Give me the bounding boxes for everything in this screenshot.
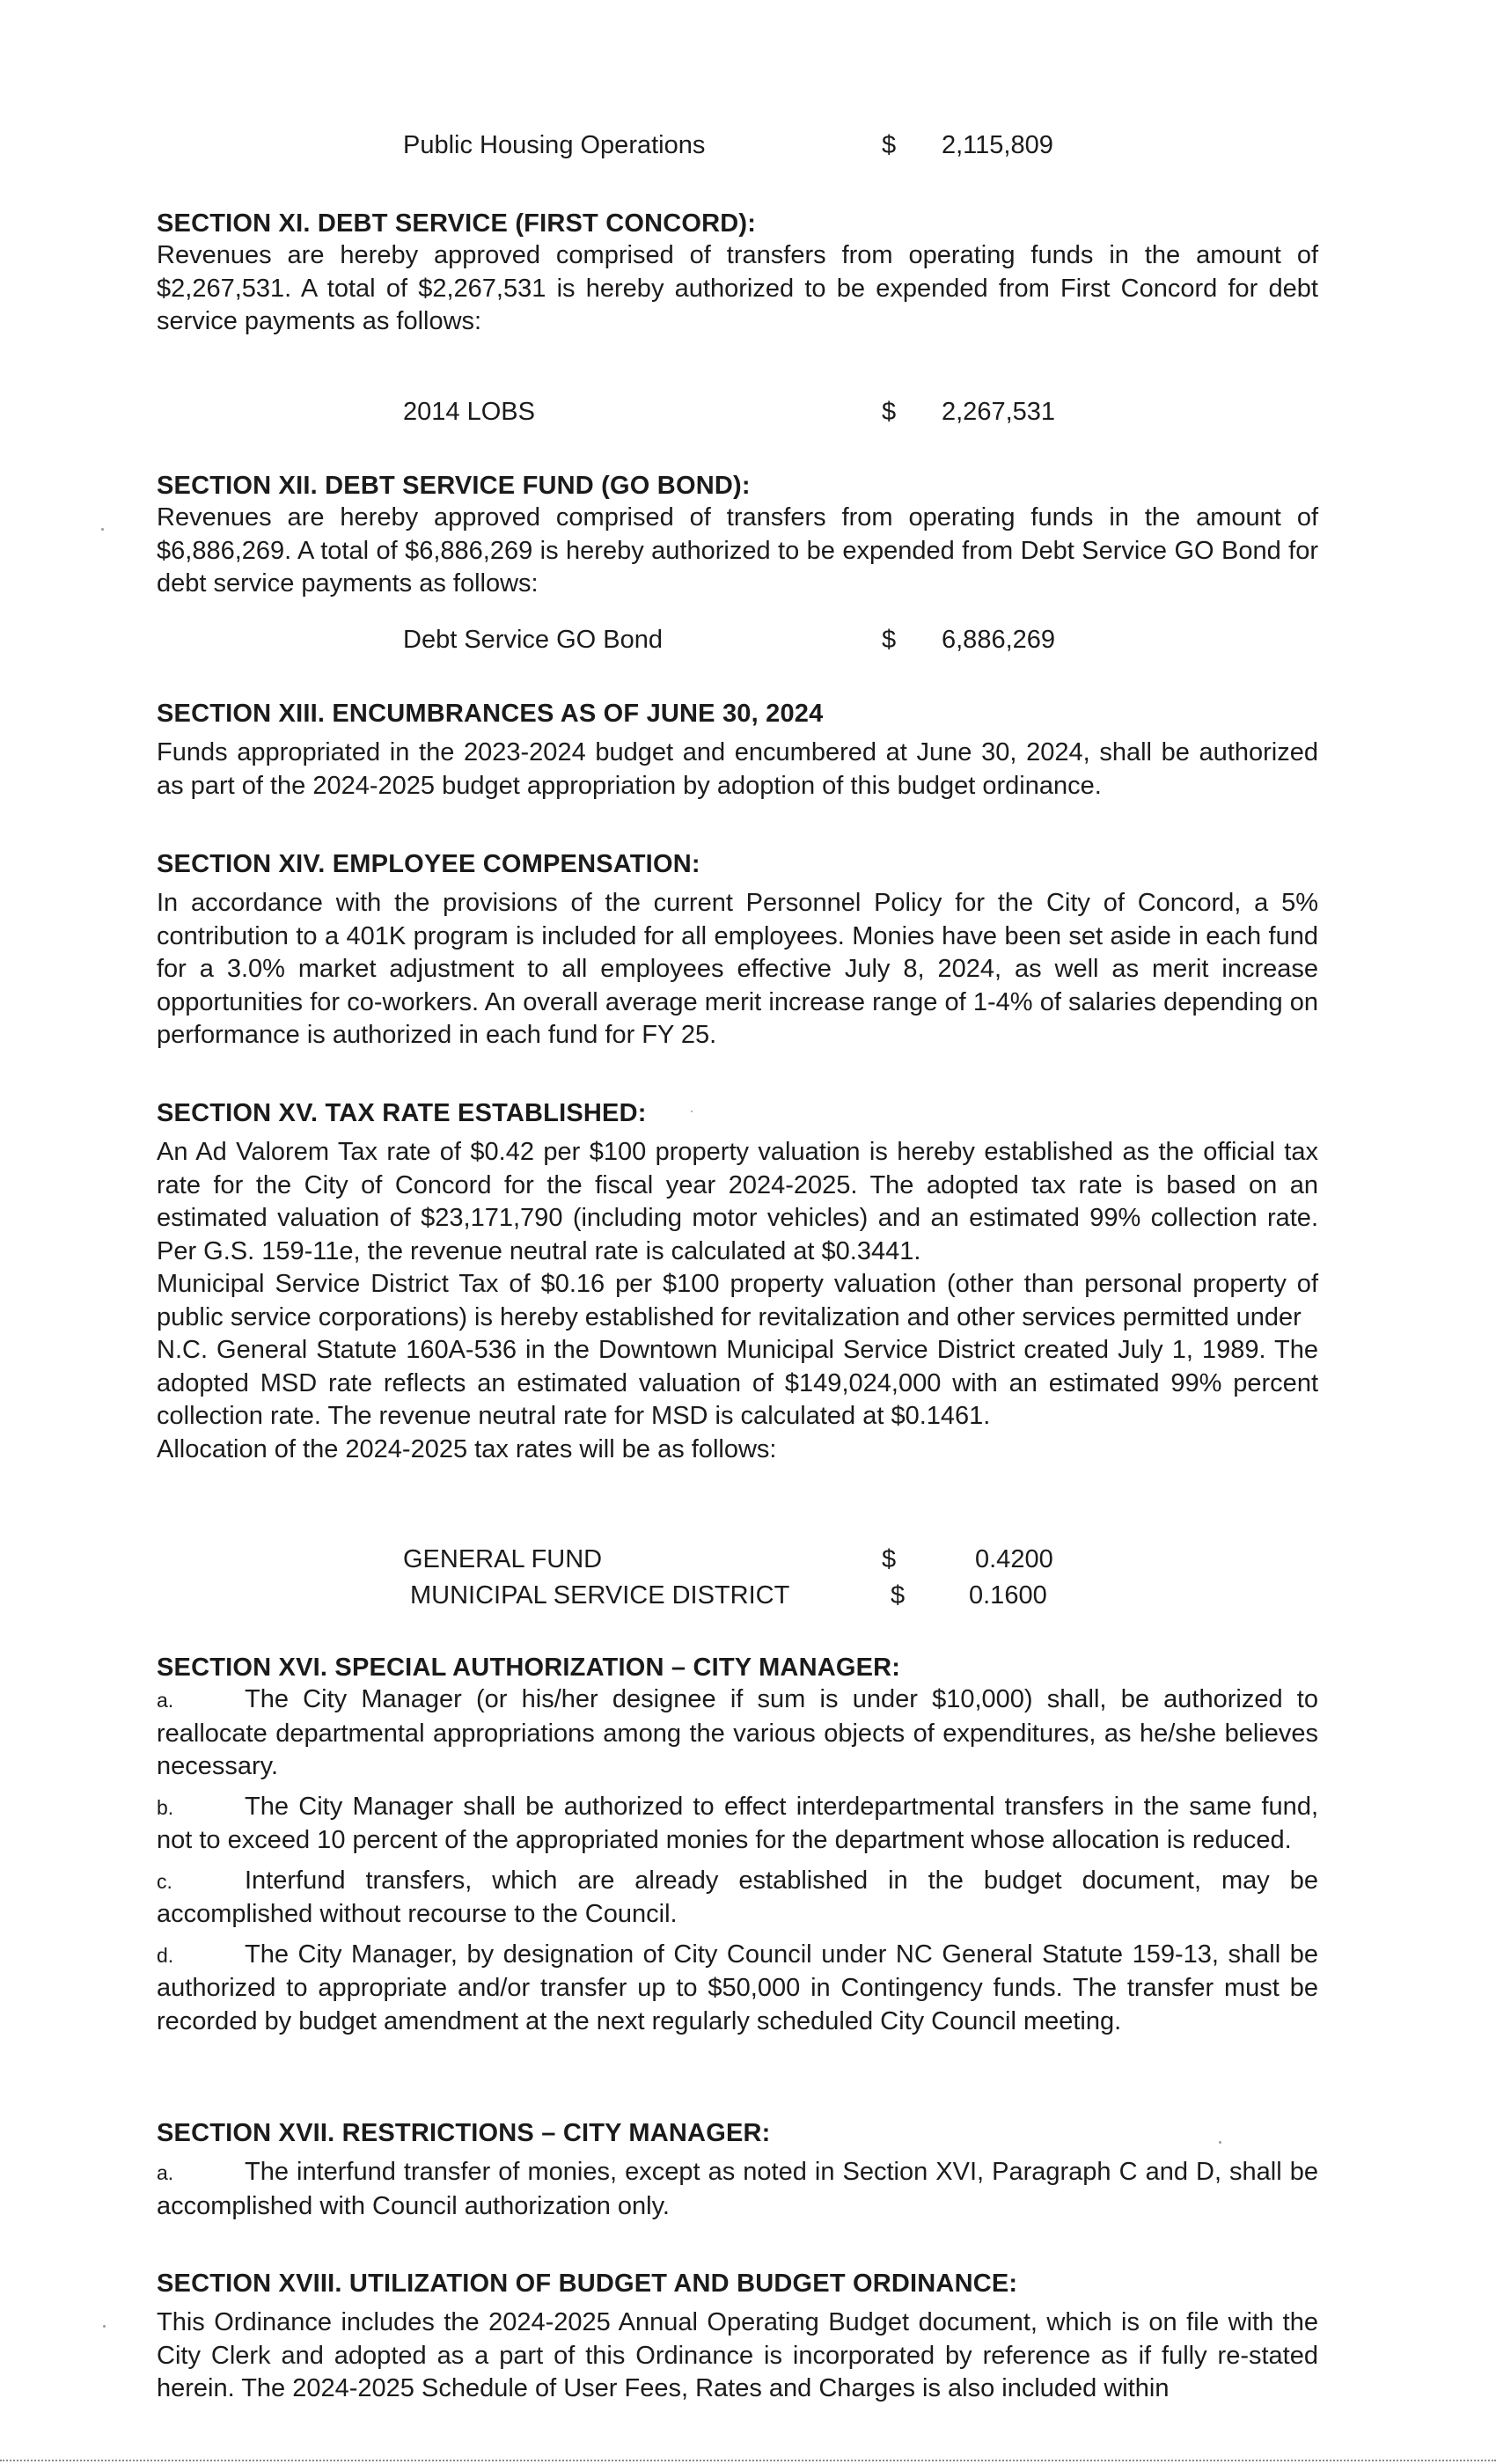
rate-label: MUNICIPAL SERVICE DISTRICT <box>410 1581 790 1610</box>
line-item-label: 2014 LOBS <box>403 398 535 426</box>
list-text: The City Manager, by designation of City Council under NC General Statute 159-13, shall be authorized to appropriate and/or transfer up to $50,000 in Contingency funds. The transfer must be recorded by budget amendment at the next regularly scheduled City Council meeting. <box>157 1940 1318 2035</box>
list-item <box>157 2156 1318 2223</box>
section-heading: SECTION XIV. EMPLOYEE COMPENSATION: <box>157 850 700 878</box>
currency-symbol: $ <box>882 398 897 426</box>
section-heading: SECTION XV. TAX RATE ESTABLISHED: <box>157 1099 647 1127</box>
section-xiv <box>157 848 1318 1052</box>
rate-row-general-fund <box>403 1540 1072 1579</box>
currency-symbol: $ <box>882 1545 897 1573</box>
section-xviii <box>157 2268 1318 2406</box>
section-paragraph: Revenues are hereby approved comprised of transfers from operating funds in the amount of $2,267,531. A total of $2,267,531 is hereby authorized to be expended from First Concord for debt service payments as follows: <box>157 241 1318 335</box>
public-housing-line-item <box>403 126 1072 165</box>
section-heading: SECTION XIII. ENCUMBRANCES AS OF JUNE 30, 2024 <box>157 700 824 728</box>
rate-row-msd <box>410 1576 1079 1615</box>
list-item <box>157 1683 1318 1784</box>
scan-speck <box>691 1111 693 1112</box>
list-item <box>157 1939 1318 2039</box>
scan-speck <box>103 2325 106 2328</box>
line-item-amount: 2,115,809 <box>942 131 1053 159</box>
lobs-line-item <box>403 392 1072 431</box>
section-xi <box>157 208 1318 339</box>
section-xiii <box>157 698 1318 803</box>
section-heading: SECTION XVII. RESTRICTIONS – CITY MANAGER: <box>157 2119 771 2147</box>
section-xvi <box>157 1652 1318 2038</box>
section-paragraph: Revenues are hereby approved comprised of transfers from operating funds in the amount of $6,886,269. A total of $6,886,269 is hereby authorized to be expended from Debt Service GO Bond for debt service payments as follows: <box>157 503 1318 598</box>
list-text: Interfund transfers, which are already established in the budget document, may be accomplished without recourse to the Council. <box>157 1866 1318 1928</box>
line-item-amount: 2,267,531 <box>942 398 1056 426</box>
line-item-amount: 6,886,269 <box>942 626 1056 654</box>
section-xvii <box>157 2117 1318 2223</box>
list-text: The City Manager shall be authorized to effect interdepartmental transfers in the same fund, not to exceed 10 percent of the appropriated monies for the department whose allocation is reduced. <box>157 1792 1318 1854</box>
section-paragraph: Funds appropriated in the 2023-2024 budget and encumbered at June 30, 2024, shall be authorized as part of the 2024-2025 budget appropriation by adoption of this budget ordinance. <box>157 738 1318 800</box>
section-heading: SECTION XVI. SPECIAL AUTHORIZATION – CITY MANAGER: <box>157 1654 901 1682</box>
list-text: The City Manager (or his/her designee if sum is under $10,000) shall, be authorized to reallocate departmental appropriations among the various objects of expenditures, as he/she believes necessary. <box>157 1685 1318 1780</box>
list-letter: a. <box>157 1689 174 1712</box>
currency-symbol: $ <box>882 131 897 159</box>
section-heading: SECTION XVIII. UTILIZATION OF BUDGET AND BUDGET ORDINANCE: <box>157 2270 1018 2298</box>
rate-label: GENERAL FUND <box>403 1545 603 1573</box>
line-item-label: Debt Service GO Bond <box>403 626 663 654</box>
page-bottom-edge <box>0 2460 1496 2461</box>
list-letter: c. <box>157 1869 172 1893</box>
msd-paragraph: Municipal Service District Tax of $0.16 per $100 property valuation (other than personal property of public service corporations) is hereby established for revitalization and other services permitted under <box>157 1270 1318 1331</box>
rate-value: 0.1600 <box>969 1581 1047 1610</box>
list-text: The interfund transfer of monies, except as noted in Section XVI, Paragraph C and D, shall be accomplished with Council authorization only. <box>157 2158 1318 2220</box>
list-letter: b. <box>157 1795 174 1819</box>
allocation-intro: Allocation of the 2024-2025 tax rates will be as follows: <box>157 1434 777 1463</box>
list-letter: d. <box>157 1943 174 1967</box>
scan-speck <box>101 528 104 531</box>
section-xv <box>157 1097 1318 1466</box>
currency-symbol: $ <box>882 626 897 654</box>
go-bond-line-item <box>403 620 1072 659</box>
list-letter: a. <box>157 2161 174 2184</box>
currency-symbol: $ <box>891 1581 906 1610</box>
section-xii <box>157 470 1318 601</box>
ad-valorem-paragraph: An Ad Valorem Tax rate of $0.42 per $100 property valuation is hereby established as the official tax rate for the City of Concord for the fiscal year 2024-2025. The adopted tax rate is based on an estimated valuation of $23,171,790 (including motor vehicles) and an estimated 99% collection rate. Per G.S. 159-11e, the revenue neutral rate is calculated at $0.3441. <box>157 1138 1318 1265</box>
section-heading: SECTION XI. DEBT SERVICE (FIRST CONCORD): <box>157 209 757 238</box>
list-item <box>157 1865 1318 1932</box>
list-item <box>157 1791 1318 1858</box>
scan-speck <box>1219 2141 1221 2144</box>
section-heading: SECTION XII. DEBT SERVICE FUND (GO BOND): <box>157 472 751 500</box>
rate-value: 0.4200 <box>975 1545 1053 1573</box>
section-paragraph: In accordance with the provisions of the current Personnel Policy for the City of Concord, a 5% contribution to a 401K program is included for all employees. Monies have been set aside in each fund for a 3.0% market adjustment to all employees effective July 8, 2024, as well as merit increase opportunities for co-workers. An overall average merit increase range of 1-4% of salaries depending on performance is authorized in each fund for FY 25. <box>157 889 1318 1049</box>
section-paragraph: This Ordinance includes the 2024-2025 Annual Operating Budget document, which is on file with the City Clerk and adopted as a part of this Ordinance is incorporated by reference as if fully re-stated herein. The 2024-2025 Schedule of User Fees, Rates and Charges is also included within <box>157 2308 1318 2402</box>
line-item-label: Public Housing Operations <box>403 131 706 159</box>
statute-paragraph: N.C. General Statute 160A-536 in the Downtown Municipal Service District created July 1, 1989. The adopted MSD rate reflects an estimated valuation of $149,024,000 with an estimated 99% percent collection rate. The revenue neutral rate for MSD is calculated at $0.1461. <box>157 1336 1318 1430</box>
